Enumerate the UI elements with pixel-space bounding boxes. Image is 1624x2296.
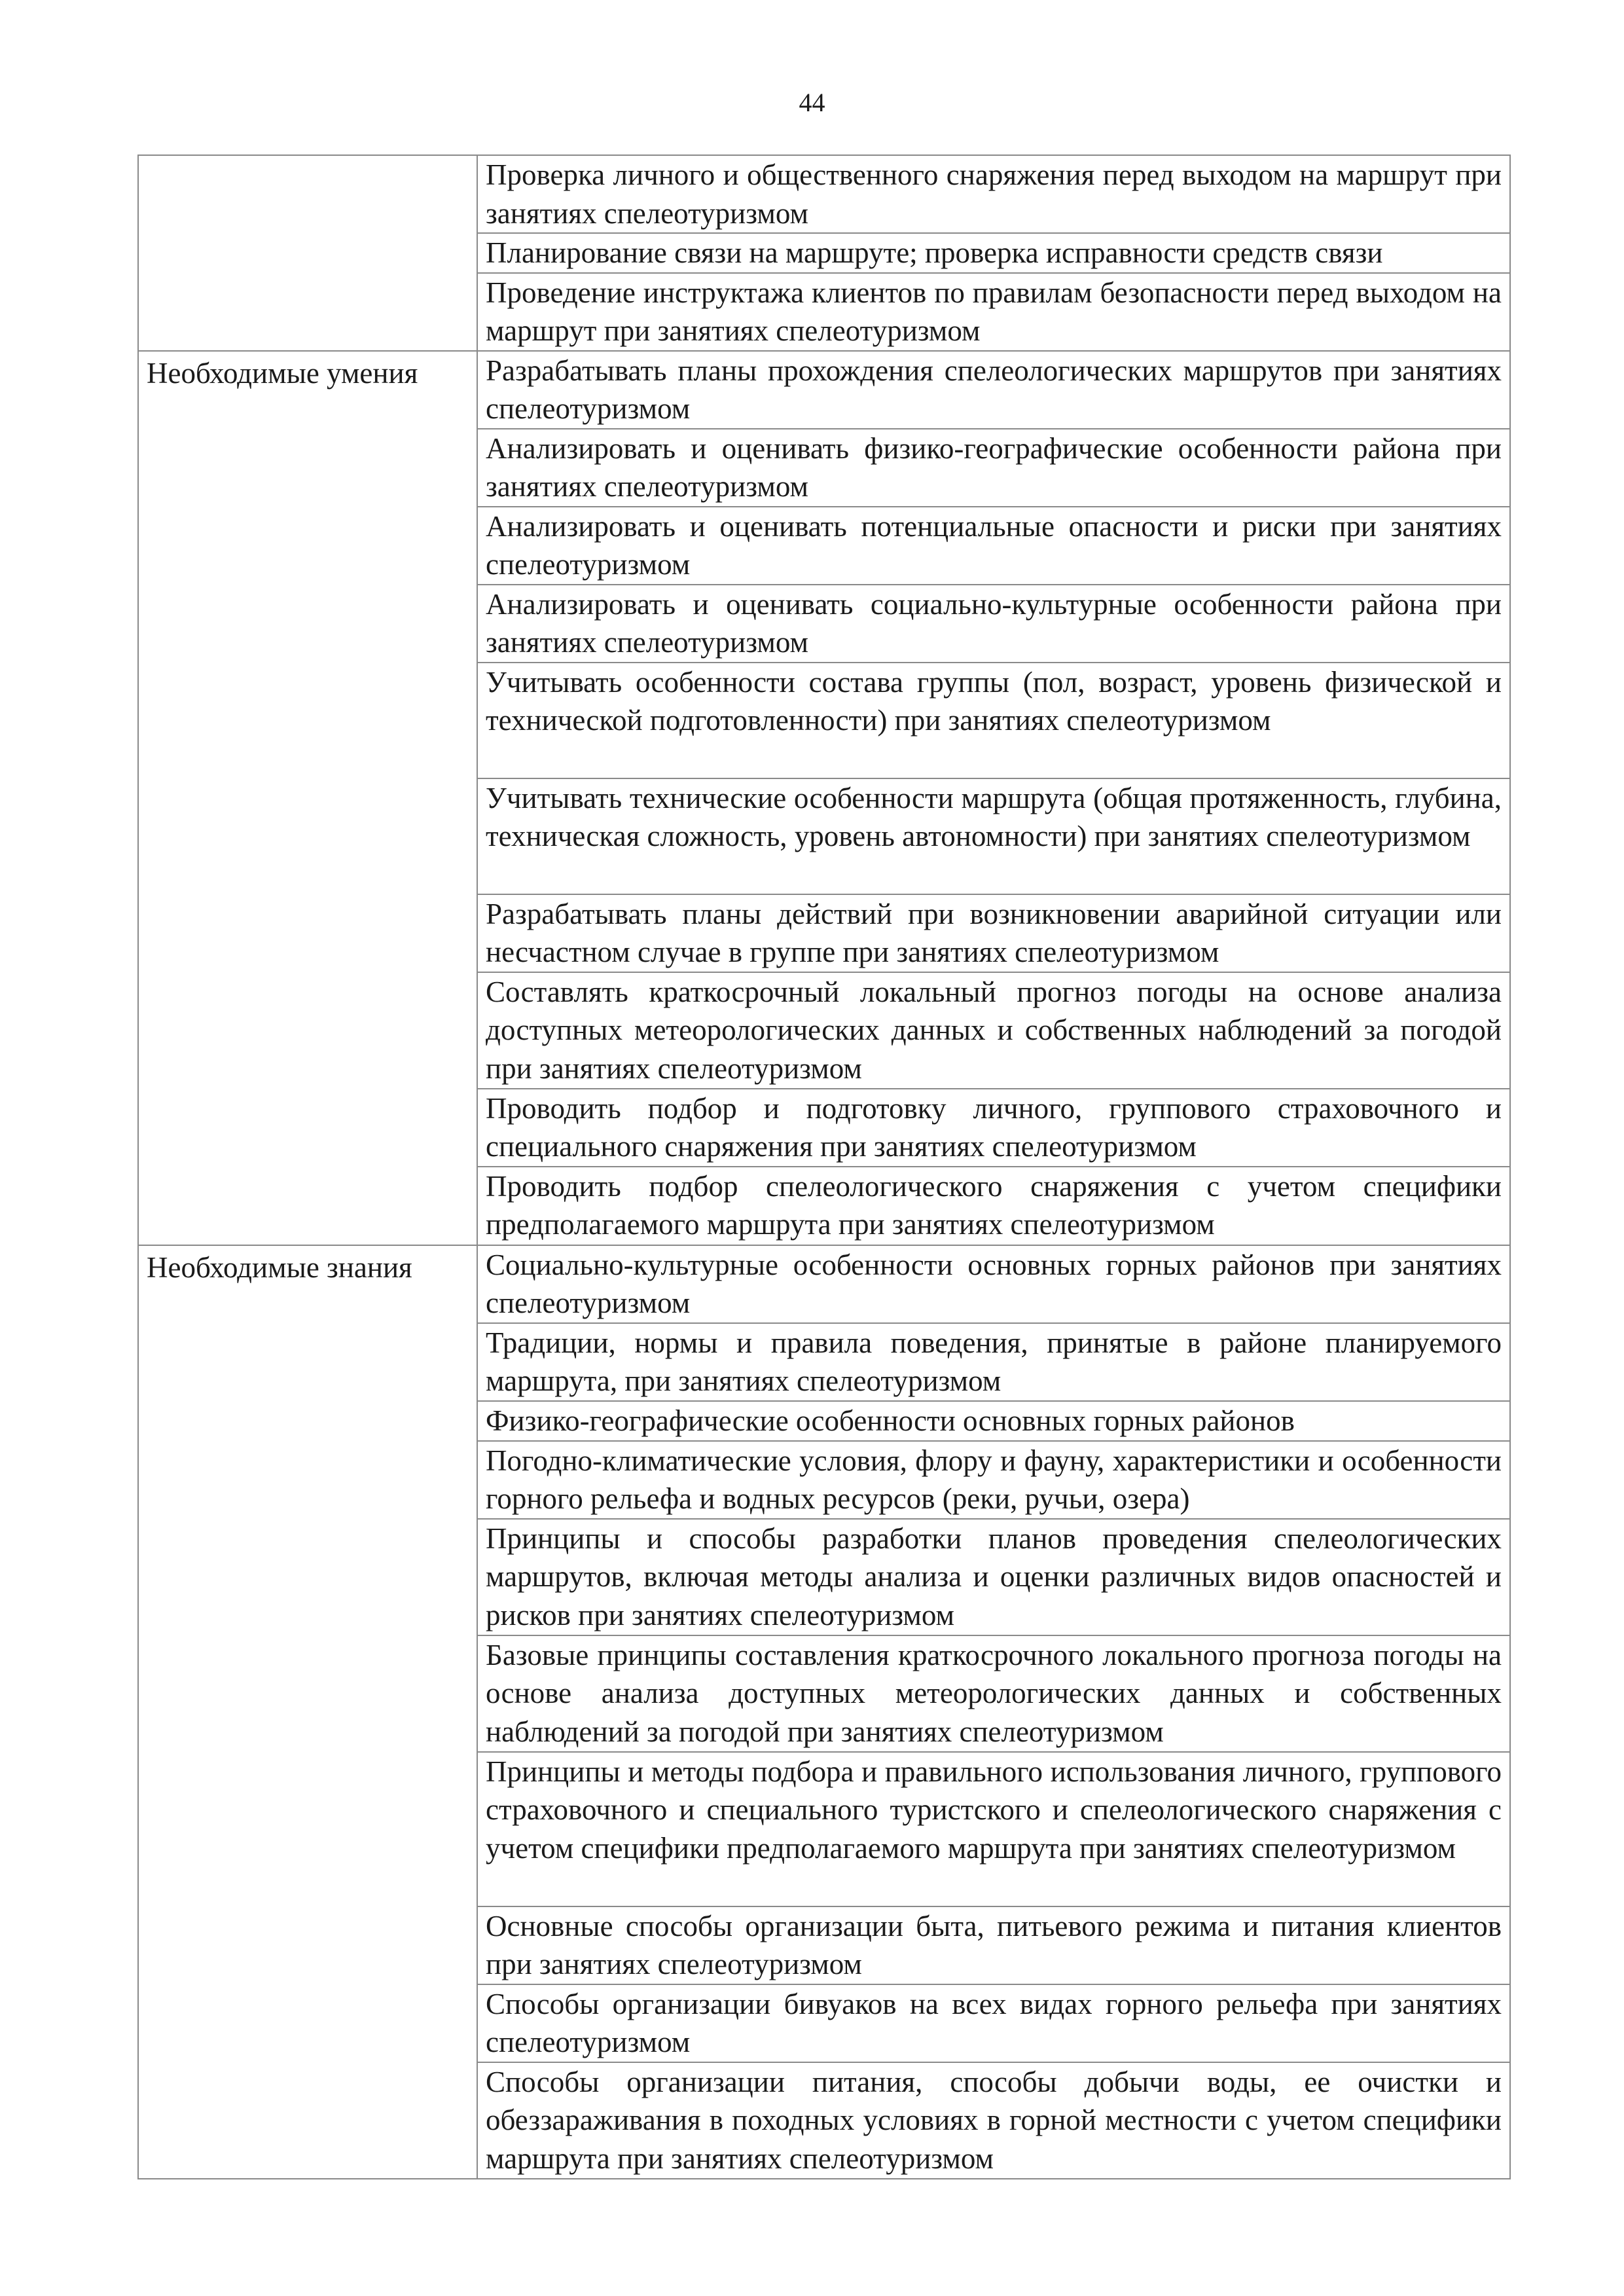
cell-text: Учитывать технические особенности маршрута (общая протяженность, глубина, техническая сложность, уровень автономности) при занятиях спелеотуризмом xyxy=(486,781,1502,852)
cell-text: Способы организации питания, способы добычи воды, ее очистки и обеззараживания в походных условиях в горной местности с учетом специфики маршрута при занятиях спелеотуризмом xyxy=(486,2065,1502,2175)
row-label: Необходимые знания xyxy=(147,1250,412,1284)
cell-text: Анализировать и оценивать потенциальные опасности и риски при занятиях спелеотуризмом xyxy=(486,509,1502,581)
cell-text: Составлять краткосрочный локальный прогноз погоды на основе анализа доступных метеорологических данных и собственных наблюдений за погодой при занятиях спелеотуризмом xyxy=(486,975,1502,1085)
table-cell xyxy=(477,1167,1510,1245)
cell-text: Разрабатывать планы прохождения спелеологических маршрутов при занятиях спелеотуризмом xyxy=(486,354,1502,425)
row-label-cell xyxy=(138,155,477,351)
table-cell xyxy=(477,585,1510,663)
row-label: Необходимые умения xyxy=(147,356,418,390)
table-cell xyxy=(477,273,1510,351)
cell-text: Физико-географические особенности основных горных районов xyxy=(486,1404,1295,1437)
page-number: 44 xyxy=(799,88,825,117)
cell-text: Проводить подбор и подготовку личного, группового страховочного и специального снаряжения при занятиях спелеотуризмом xyxy=(486,1091,1502,1163)
table-cell xyxy=(477,1089,1510,1167)
table-cell xyxy=(477,972,1510,1089)
table-cell xyxy=(477,2062,1510,2179)
cell-text: Социально-культурные особенности основных горных районов при занятиях спелеотуризмом xyxy=(486,1248,1502,1319)
table-body xyxy=(138,155,1510,2179)
requirements-table xyxy=(137,155,1511,2179)
table-cell xyxy=(477,351,1510,429)
table-cell xyxy=(477,1441,1510,1519)
table-cell xyxy=(477,1984,1510,2062)
table-cell xyxy=(477,1245,1510,1323)
table-row xyxy=(138,155,1510,233)
cell-text: Способы организации бивуаков на всех видах горного рельефа при занятиях спелеотуризмом xyxy=(486,1987,1502,2058)
table-cell xyxy=(477,1323,1510,1401)
cell-text: Проводить подбор спелеологического снаряжения с учетом специфики предполагаемого маршрута при занятиях спелеотуризмом xyxy=(486,1169,1502,1241)
table-cell xyxy=(477,1635,1510,1752)
cell-text: Базовые принципы составления краткосрочного локального прогноза погоды на основе анализа доступных метеорологических данных и собственных наблюдений за погодой при занятиях спелеотуризмом xyxy=(486,1638,1502,1748)
table-cell xyxy=(477,778,1510,894)
cell-text: Традиции, нормы и правила поведения, принятые в районе планируемого маршрута, при занятиях спелеотуризмом xyxy=(486,1326,1502,1397)
table-cell xyxy=(477,1906,1510,1984)
table-cell xyxy=(477,663,1510,778)
cell-text: Учитывать особенности состава группы (пол, возраст, уровень физической и технической подготовленности) при занятиях спелеотуризмом xyxy=(486,665,1502,737)
cell-text: Разрабатывать планы действий при возникновении аварийной ситуации или несчастном случае в группе при занятиях спелеотуризмом xyxy=(486,897,1502,968)
table-cell xyxy=(477,1519,1510,1635)
table-row xyxy=(138,351,1510,429)
table-cell xyxy=(477,1752,1510,1906)
cell-text: Основные способы организации быта, питьевого режима и питания клиентов при занятиях спелеотуризмом xyxy=(486,1909,1502,1980)
row-label-cell xyxy=(138,351,477,1245)
table-cell xyxy=(477,507,1510,585)
table-row xyxy=(138,1245,1510,1323)
table-cell xyxy=(477,155,1510,233)
cell-text: Принципы и способы разработки планов проведения спелеологических маршрутов, включая методы анализа и оценки различных видов опасностей и рисков при занятиях спелеотуризмом xyxy=(486,1522,1502,1631)
cell-text: Проведение инструктажа клиентов по правилам безопасности перед выходом на маршрут при занятиях спелеотуризмом xyxy=(486,276,1502,347)
cell-text: Анализировать и оценивать социально-культурные особенности района при занятиях спелеотуризмом xyxy=(486,587,1502,659)
table-cell xyxy=(477,429,1510,507)
table-cell xyxy=(477,1401,1510,1441)
cell-text: Планирование связи на маршруте; проверка исправности средств связи xyxy=(486,236,1383,269)
table-cell xyxy=(477,233,1510,273)
cell-text: Принципы и методы подбора и правильного использования личного, группового страховочного и специального туристского и спелеологического снаряжения с учетом специфики предполагаемого маршрута при занятиях спелеотуризмом xyxy=(486,1755,1502,1865)
cell-text: Анализировать и оценивать физико-географические особенности района при занятиях спелеотуризмом xyxy=(486,431,1502,503)
row-label-cell xyxy=(138,1245,477,2179)
cell-text: Проверка личного и общественного снаряжения перед выходом на маршрут при занятиях спелеотуризмом xyxy=(486,158,1502,230)
table-cell xyxy=(477,894,1510,972)
cell-text: Погодно-климатические условия, флору и фауну, характеристики и особенности горного рельефа и водных ресурсов (реки, ручьи, озера) xyxy=(486,1444,1502,1515)
